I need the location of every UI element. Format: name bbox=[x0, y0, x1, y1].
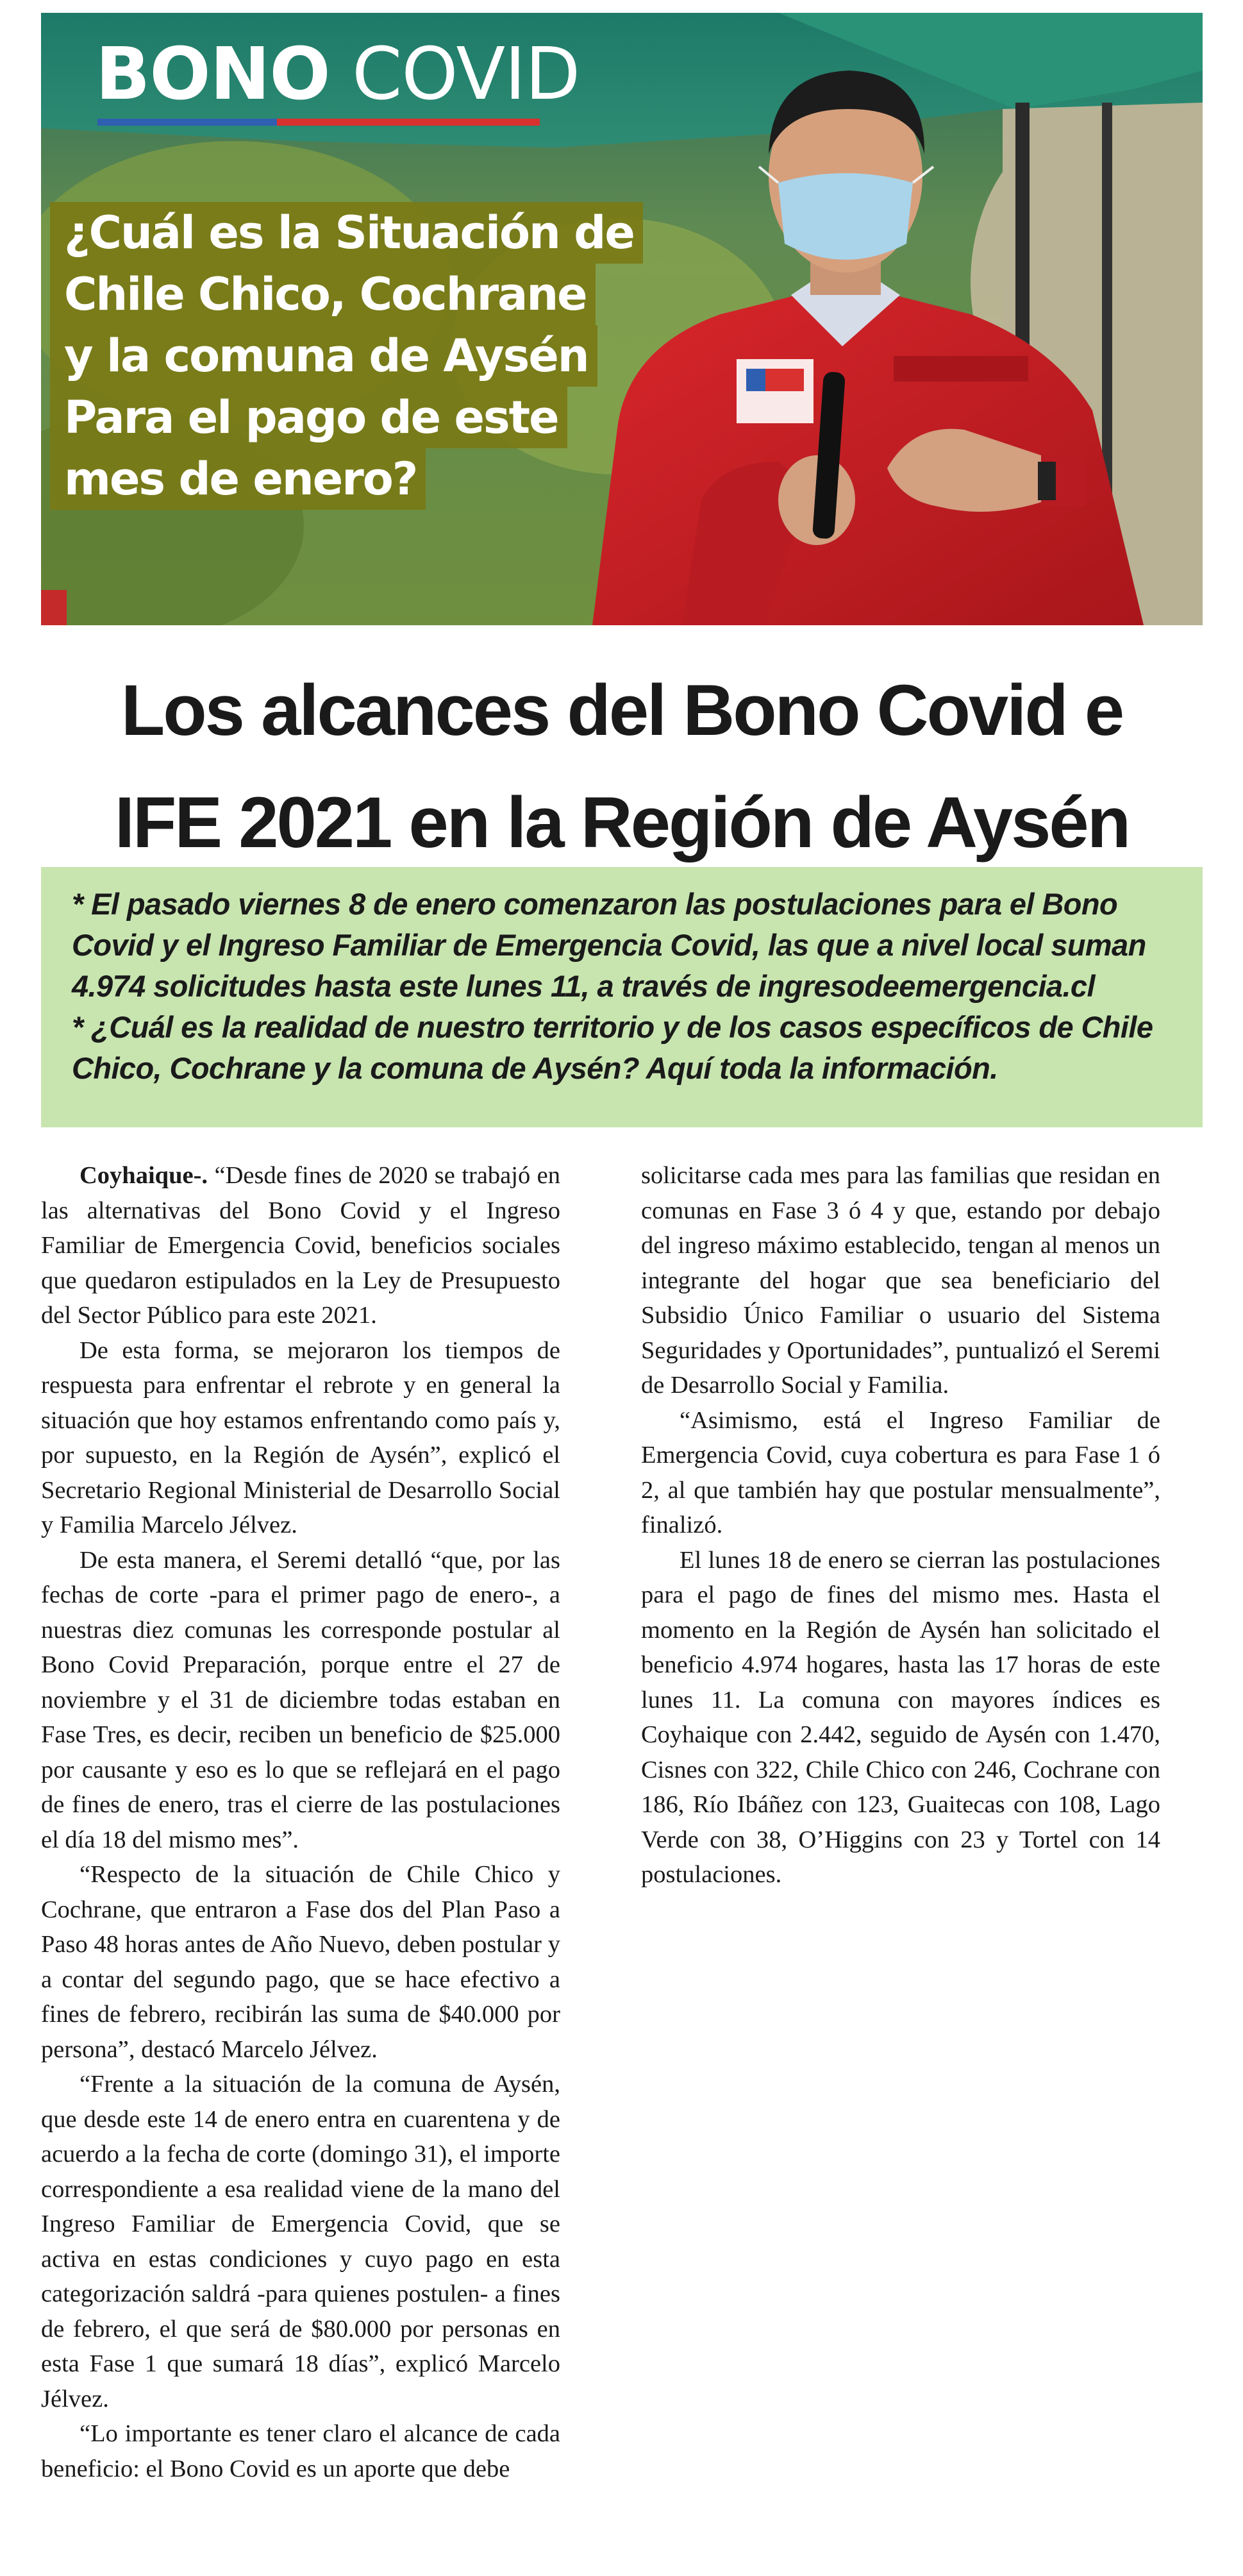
summary-item: * ¿Cuál es la realidad de nuestro territorio y de los casos específicos de Chile Chico, Cochrane y la comuna de Aysén? Aquí toda la información. bbox=[72, 1010, 1153, 1085]
body-paragraph: De esta manera, el Seremi detalló “que, por las fechas de corte -para el primer pago de enero-, a nuestras diez comunas les corresponde postular al Bono Covid Preparación, porque entre el 27 de noviembre y el 31 de diciembre todas estaban en Fase Tres, es decir, reciben un beneficio de $25.000 por causante y eso es lo que se reflejará en el pago de fines de enero, tras el cierre de las postulaciones el día 18 del mismo mes”. bbox=[41, 1546, 560, 1853]
body-paragraph: “Frente a la situación de la comuna de Aysén, que desde este 14 de enero entra en cuarentena y de acuerdo a la fecha de corte (domingo 31), el importe correspondiente a esa realidad viene de la mano del Ingreso Familiar de Emergencia Covid, que se activa en estas condiciones y cuyo pago en esta categorización saldrá -para quienes postulen- a fines de febrero, el que será de $80.000 por personas en esta Fase 1 que sumará 18 días”, explicó Marcelo Jélvez. bbox=[41, 2071, 560, 2412]
headline-line-1: Los alcances del Bono Covid e bbox=[121, 670, 1123, 750]
article-column-right bbox=[641, 1158, 1160, 1892]
body-paragraph bbox=[41, 1158, 560, 1333]
hero-caption-line: mes de enero? bbox=[50, 448, 426, 510]
hero-caption-line: ¿Cuál es la Situación de bbox=[50, 202, 643, 264]
hero-image bbox=[41, 13, 1203, 625]
body-paragraph: “Lo importante es tener claro el alcance de cada beneficio: el Bono Covid es un aporte que debe bbox=[41, 2420, 560, 2482]
summary-item: * El pasado viernes 8 de enero comenzaron las postulaciones para el Bono Covid y el Ingreso Familiar de Emergencia Covid, las que a nivel local suman 4.974 solicitudes hasta este lunes 11, a través de ingresodeemergencia.cl bbox=[72, 887, 1146, 1003]
logo-bold-text: BONO bbox=[96, 33, 330, 116]
lead-summary-box bbox=[41, 867, 1203, 1127]
hero-caption-line: Chile Chico, Cochrane bbox=[50, 264, 596, 325]
hero-caption-line: y la comuna de Aysén bbox=[50, 325, 597, 387]
body-paragraph: solicitarse cada mes para las familias que residan en comunas en Fase 3 ó 4 y que, estando por debajo del ingreso máximo establecido, tengan al menos un integrante del hogar que sea beneficiario del Subsidio Único Familiar o usuario del Sistema Seguridades y Oportunidades”, puntualizó el Seremi de Desarrollo Social y Familia. bbox=[641, 1162, 1160, 1399]
dateline: Coyhaique-. bbox=[79, 1162, 208, 1189]
body-paragraph: “Respecto de la situación de Chile Chico y Cochrane, que entraron a Fase dos del Plan Paso a Paso 48 horas antes de Año Nuevo, deben postular y a contar del segundo pago, que se hace efectivo a fines de febrero, recibirán las suma de $40.000 por persona”, destacó Marcelo Jélvez. bbox=[41, 1861, 560, 2063]
logo-underline-red bbox=[277, 119, 540, 126]
article-headline bbox=[41, 654, 1203, 879]
hero-caption-line: Para el pago de este bbox=[50, 387, 567, 448]
body-paragraph: El lunes 18 de enero se cierran las postulaciones para el pago de fines del mismo mes. Hasta el momento en la Región de Aysén han solicitado el beneficio 4.974 hogares, hasta las 17 horas de este lunes 11. La comuna con mayores índices es Coyhaique con 2.442, seguido de Aysén con 1.470, Cisnes con 322, Chile Chico con 246, Cochrane con 186, Río Ibáñez con 123, Guaitecas con 108, Lago Verde con 38, O’Higgins con 23 y Tortel con 14 postulaciones. bbox=[641, 1546, 1160, 1888]
bono-covid-logo bbox=[96, 33, 580, 116]
hero-caption bbox=[50, 202, 643, 510]
logo-underline-blue bbox=[97, 119, 277, 126]
body-paragraph: “Asimismo, está el Ingreso Familiar de Emergencia Covid, cuya cobertura es para Fase 1 ó 2, al que también hay que postular mensualmente”, finalizó. bbox=[641, 1406, 1160, 1538]
article-column-left bbox=[41, 1158, 560, 2486]
body-paragraph: De esta forma, se mejoraron los tiempos de respuesta para enfrentar el rebrote y en general la situación que hoy estamos enfrentando como país y, por supuesto, en la Región de Aysén”, explicó el Secretario Regional Ministerial de Desarrollo Social y Familia Marcelo Jélvez. bbox=[41, 1336, 560, 1538]
body-paragraph-text: “Desde fines de 2020 se trabajó en las alternativas del Bono Covid y el Ingreso Familiar de Emergencia Covid, beneficios sociales que quedaron estipulados en la Ley de Presupuesto del Sector Público para este 2021. bbox=[41, 1162, 561, 1329]
headline-line-2: IFE 2021 en la Región de Aysén bbox=[114, 782, 1130, 863]
logo-light-text: COVID bbox=[352, 33, 580, 116]
logo-underline bbox=[97, 119, 540, 126]
